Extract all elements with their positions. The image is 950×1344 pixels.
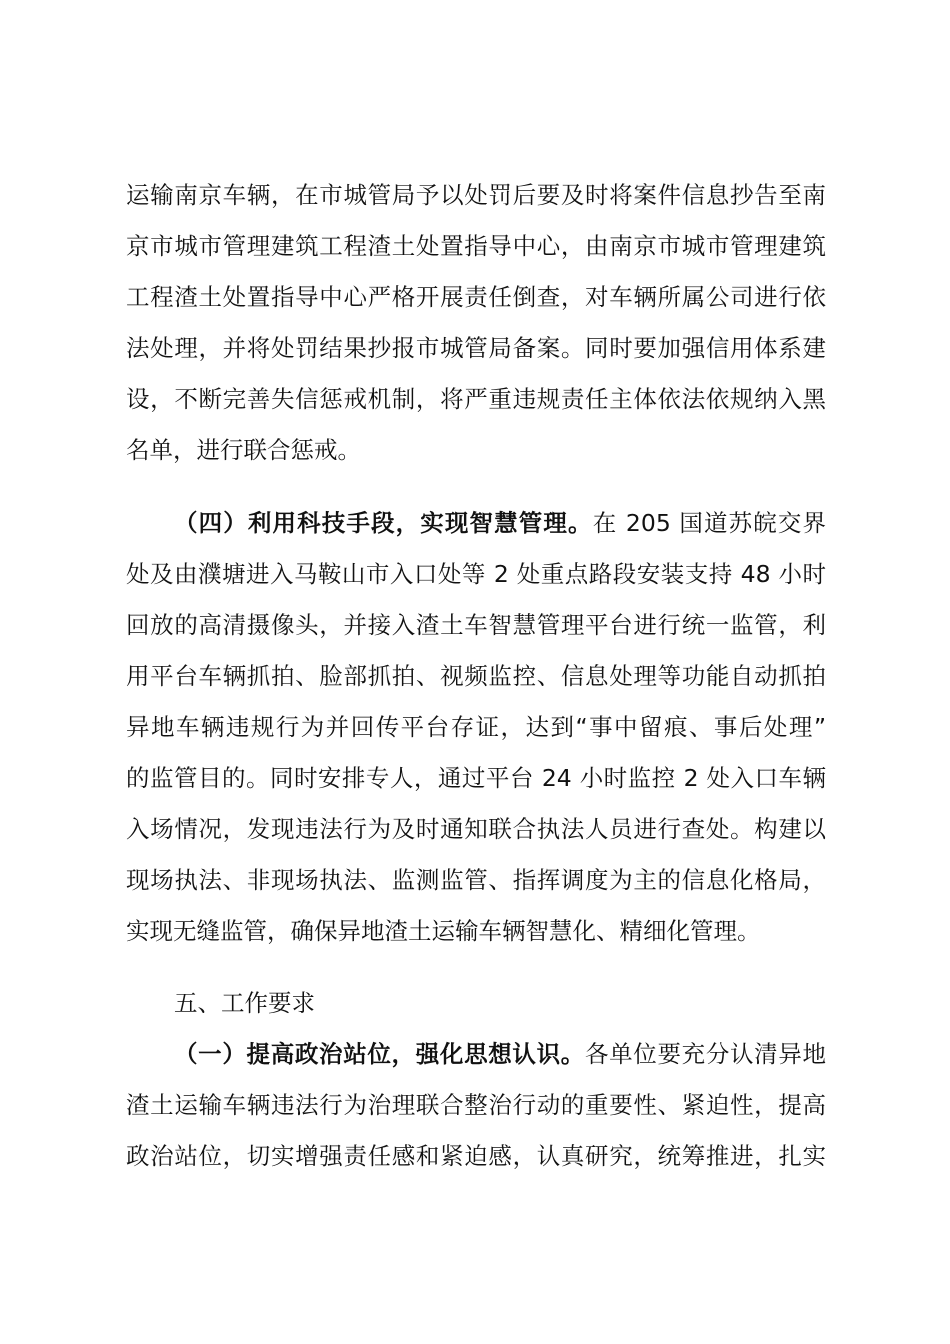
paragraph-3-heading: （一）提高政治站位，强化思想认识。: [174, 1040, 585, 1068]
paragraph-2-line-3: 回放的高清摄像头，并接入渣土车智慧管理平台进行统一监管，利: [126, 611, 826, 639]
paragraph-3-line-3: 政治站位，切实增强责任感和紧迫感，认真研究，统筹推进，扎实: [126, 1142, 826, 1170]
paragraph-3-line-1: [174, 1039, 826, 1069]
paragraph-1-line-3: 工程渣土处置指导中心严格开展责任倒查，对车辆所属公司进行依: [126, 283, 826, 311]
paragraph-2-line-8: 现场执法、非现场执法、监测监管、指挥调度为主的信息化格局，: [126, 866, 826, 894]
paragraph-1-line-6: 名单，进行联合惩戒。: [126, 436, 361, 464]
section-5-title: 五、工作要求: [174, 989, 315, 1017]
paragraph-2-line-6: 的监管目的。同时安排专人，通过平台 24 小时监控 2 处入口车辆: [126, 764, 826, 792]
paragraph-3-first-line-text: 各单位要充分认清异地: [584, 1040, 826, 1068]
paragraph-2-line-1: [174, 508, 826, 538]
paragraph-2-line-2: 处及由濮塘进入马鞍山市入口处等 2 处重点路段安装支持 48 小时: [126, 560, 826, 588]
paragraph-2-line-5: 异地车辆违规行为并回传平台存证，达到“事中留痕、事后处理”: [126, 713, 826, 741]
paragraph-1-line-2: 京市城市管理建筑工程渣土处置指导中心，由南京市城市管理建筑: [126, 232, 826, 260]
paragraph-2-heading: （四）利用科技手段，实现智慧管理。: [174, 509, 593, 537]
paragraph-3-line-2: 渣土运输车辆违法行为治理联合整治行动的重要性、紧迫性，提高: [126, 1091, 826, 1119]
paragraph-1-line-1: 运输南京车辆，在市城管局予以处罚后要及时将案件信息抄告至南: [126, 181, 826, 209]
paragraph-2-line-7: 入场情况，发现违法行为及时通知联合执法人员进行查处。构建以: [126, 815, 826, 843]
paragraph-2-line-4: 用平台车辆抓拍、脸部抓拍、视频监控、信息处理等功能自动抓拍: [126, 662, 826, 690]
paragraph-1-line-5: 设，不断完善失信惩戒机制，将严重违规责任主体依法依规纳入黑: [126, 385, 826, 413]
paragraph-2-line-9: 实现无缝监管，确保异地渣土运输车辆智慧化、精细化管理。: [126, 917, 761, 945]
paragraph-1-line-4: 法处理，并将处罚结果抄报市城管局备案。同时要加强信用体系建: [126, 334, 826, 362]
paragraph-2-first-line-text: 在 205 国道苏皖交界: [592, 509, 826, 537]
